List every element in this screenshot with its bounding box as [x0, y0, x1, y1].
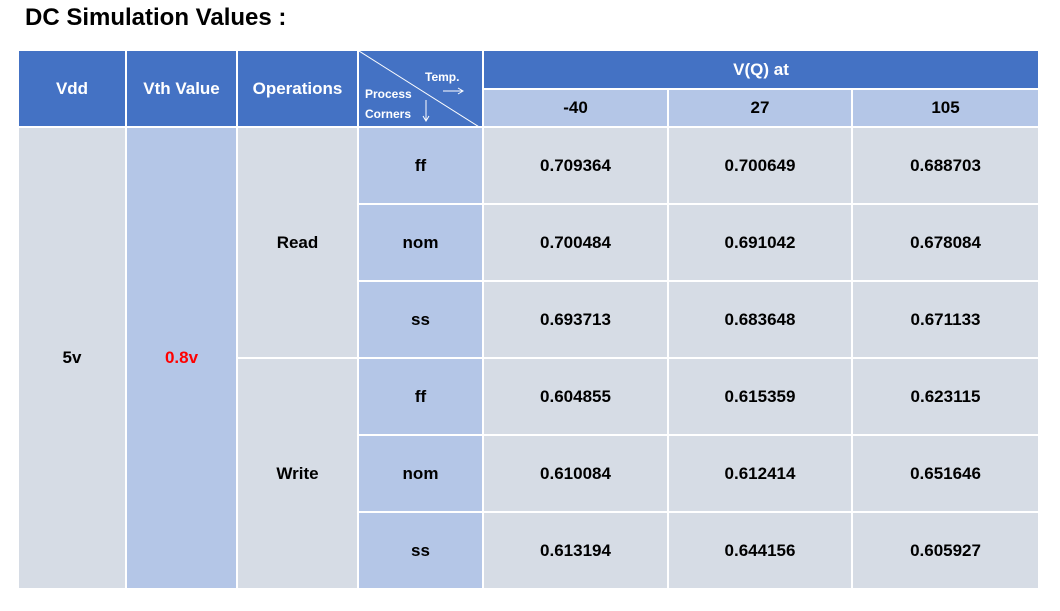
- value-cell: 0.623115: [852, 358, 1039, 435]
- value-cell: 0.693713: [483, 281, 668, 358]
- table-row: [18, 127, 1039, 204]
- value-cell: 0.678084: [852, 204, 1039, 281]
- corner-cell: ff: [358, 127, 483, 204]
- temp-label: Temp.: [425, 70, 460, 84]
- header-vth-value: Vth Value: [126, 50, 237, 127]
- value-cell: 0.683648: [668, 281, 852, 358]
- operation-read: Read: [237, 127, 358, 358]
- corners-label: Corners: [365, 107, 412, 121]
- header-temp-process-corners: [358, 50, 483, 127]
- corner-cell: nom: [358, 204, 483, 281]
- value-cell: 0.709364: [483, 127, 668, 204]
- corner-cell: ff: [358, 358, 483, 435]
- value-cell: 0.691042: [668, 204, 852, 281]
- value-cell: 0.612414: [668, 435, 852, 512]
- process-label: Process: [365, 87, 412, 101]
- vdd-value: 5v: [18, 127, 126, 589]
- header-vq-at: V(Q) at: [483, 50, 1039, 89]
- value-cell: 0.700649: [668, 127, 852, 204]
- value-cell: 0.688703: [852, 127, 1039, 204]
- header-temp-2: 27: [668, 89, 852, 127]
- value-cell: 0.671133: [852, 281, 1039, 358]
- vth-value: 0.8v: [126, 127, 237, 589]
- header-temp-1: -40: [483, 89, 668, 127]
- value-cell: 0.610084: [483, 435, 668, 512]
- value-cell: 0.700484: [483, 204, 668, 281]
- corner-cell: ss: [358, 512, 483, 589]
- corner-cell: ss: [358, 281, 483, 358]
- page-title: DC Simulation Values :: [25, 4, 287, 31]
- header-temp-3: 105: [852, 89, 1039, 127]
- header-operations: Operations: [237, 50, 358, 127]
- value-cell: 0.605927: [852, 512, 1039, 589]
- value-cell: 0.651646: [852, 435, 1039, 512]
- corner-cell: nom: [358, 435, 483, 512]
- operation-write: Write: [237, 358, 358, 589]
- value-cell: 0.644156: [668, 512, 852, 589]
- value-cell: 0.613194: [483, 512, 668, 589]
- dc-simulation-table: [17, 49, 1040, 590]
- value-cell: 0.615359: [668, 358, 852, 435]
- header-vdd: Vdd: [18, 50, 126, 127]
- value-cell: 0.604855: [483, 358, 668, 435]
